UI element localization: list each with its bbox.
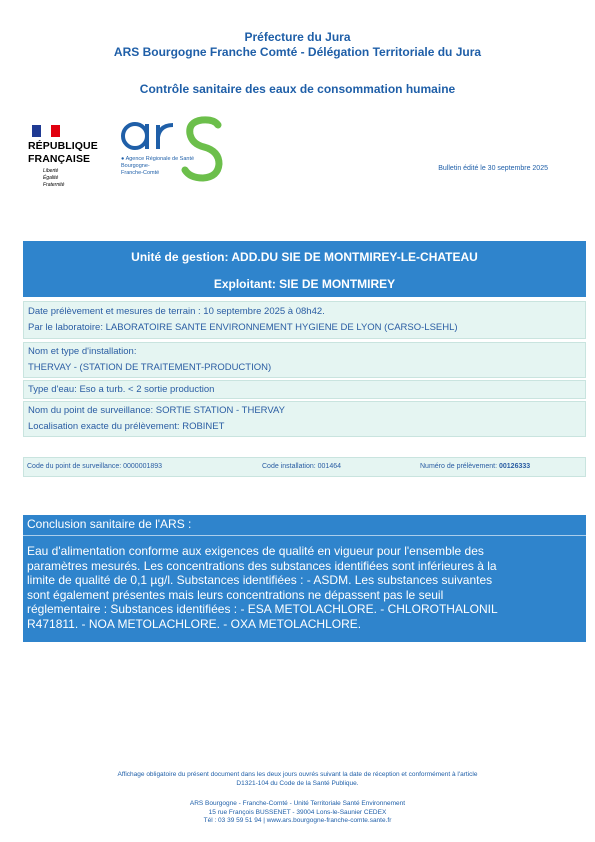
conclusion-box bbox=[23, 515, 586, 642]
motto-line: Égalité bbox=[43, 175, 59, 181]
ars-subtitle-line: Franche-Comté bbox=[121, 170, 160, 176]
installation-label: Nom et type d'installation: bbox=[28, 346, 137, 357]
ars-logo bbox=[118, 115, 228, 195]
header-prefecture: Préfecture du Jura bbox=[244, 30, 351, 44]
footer-affichage bbox=[0, 771, 595, 788]
installation-info bbox=[23, 342, 586, 378]
conclusion-line: limite de qualité de 0,1 µg/l. Substances identifiées : - ASDM. Les substances suivantes bbox=[27, 573, 493, 588]
point-surveillance-info bbox=[23, 401, 586, 437]
motto-line: Liberté bbox=[43, 168, 59, 174]
header-controle: Contrôle sanitaire des eaux de consommation humaine bbox=[139, 82, 456, 96]
republique-francaise-logo bbox=[28, 124, 108, 194]
footer-line: 15 rue François BUSSENET - 39004 Lons-le-Saunier CEDEX bbox=[208, 808, 387, 816]
footer-ars-address bbox=[0, 800, 595, 826]
footer-line: ARS Bourgogne - Franche-Comté - Unité Territoriale Santé Environnement bbox=[189, 800, 406, 807]
footer-line: Affichage obligatoire du présent document dans les deux jours ouvrés suivant la date de réception et conformément à l'article bbox=[117, 771, 478, 778]
installation-name: THERVAY - (STATION DE TRAITEMENT-PRODUCTION) bbox=[28, 362, 272, 373]
prelevement-info bbox=[23, 301, 586, 339]
ars-subtitle-line: Bourgogne- bbox=[121, 163, 150, 169]
conclusion-line: réglementaire : Substances identifiées : - ESA METOLACHLORE. - CHLOROTHALONIL bbox=[27, 602, 498, 617]
conclusion-text bbox=[27, 544, 583, 632]
conclusion-title: Conclusion sanitaire de l'ARS : bbox=[27, 517, 192, 531]
motto-line: Fraternité bbox=[43, 182, 65, 188]
republic-motto bbox=[43, 168, 64, 189]
footer-contact[interactable]: Tél : 03 39 59 51 94 | www.ars.bourgogne-franche-comte.sante.fr bbox=[203, 817, 392, 825]
french-flag-icon bbox=[32, 125, 60, 137]
republique-label: RÉPUBLIQUE bbox=[28, 140, 98, 152]
exploitant: Exploitant: SIE DE MONTMIREY bbox=[213, 277, 396, 291]
divider bbox=[23, 535, 586, 536]
ars-subtitle-line: ● Agence Régionale de Santé bbox=[121, 156, 195, 162]
conclusion-line: sont également présentes mais leurs concentrations ne dépassent pas le seuil bbox=[27, 587, 444, 602]
footer-line: D1321-104 du Code de la Santé Publique. bbox=[236, 779, 359, 787]
codes-row bbox=[23, 457, 586, 477]
conclusion-line: Eau d'alimentation conforme aux exigences de qualité en vigueur pour l'ensemble des bbox=[27, 544, 484, 558]
code-point-surveillance: Code du point de surveillance: 0000001893 bbox=[27, 463, 163, 470]
code-installation: Code installation: 001464 bbox=[262, 463, 342, 470]
point-surveillance: Nom du point de surveillance: SORTIE STATION - THERVAY bbox=[28, 405, 285, 416]
localisation: Localisation exacte du prélèvement: ROBINET bbox=[28, 421, 225, 432]
unite-gestion-box bbox=[23, 241, 586, 297]
ars-subtitle bbox=[121, 156, 194, 177]
francaise-label: FRANÇAISE bbox=[28, 153, 91, 165]
laboratoire: Par le laboratoire: LABORATOIRE SANTE ENVIRONNEMENT HYGIENE DE LYON (CARSO-LSEHL) bbox=[28, 322, 458, 333]
numero-prelevement: Numéro de prélèvement: 00126333 bbox=[420, 463, 531, 470]
type-eau-info bbox=[23, 380, 586, 399]
header-ars: ARS Bourgogne Franche Comté - Délégation Territoriale du Jura bbox=[113, 45, 482, 59]
unite-gestion: Unité de gestion: ADD.DU SIE DE MONTMIREY-LE-CHATEAU bbox=[131, 250, 478, 264]
conclusion-line: R471811. - NOA METOLACHLORE. - OXA METOLACHLORE. bbox=[27, 616, 362, 631]
prelevement-date: Date prélèvement et mesures de terrain : 10 septembre 2025 à 08h42. bbox=[28, 306, 325, 317]
conclusion-line: paramètres mesurés. Les concentrations des substances identifiées sont inférieures à la bbox=[27, 558, 497, 573]
bulletin-date: Bulletin édité le 30 septembre 2025 bbox=[438, 165, 548, 172]
type-eau: Type d'eau: Eso a turb. < 2 sortie production bbox=[28, 384, 215, 395]
